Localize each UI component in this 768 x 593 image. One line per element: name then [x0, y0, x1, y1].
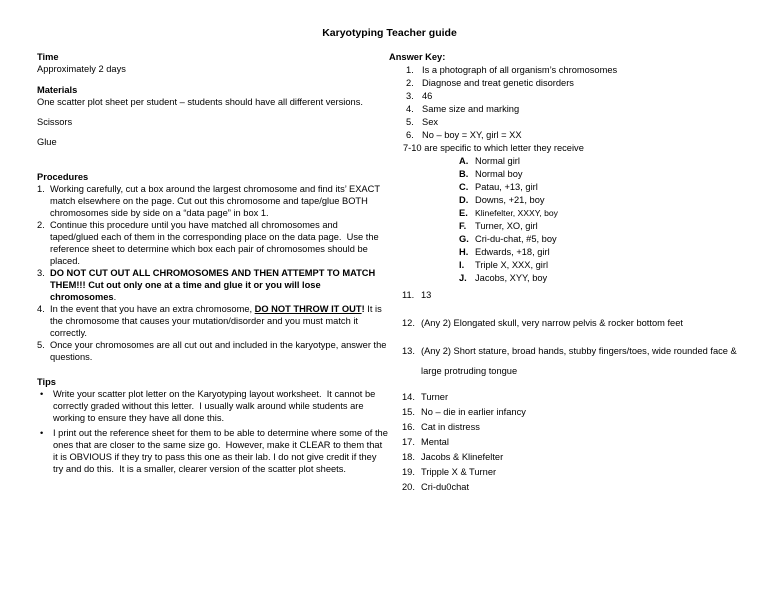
procedure-item-5 [37, 339, 389, 363]
item-letter: I. [459, 260, 465, 270]
item-letter: A. [459, 156, 469, 166]
answer-text: (Any 2) Short stature, broad hands, stubby fingers/toes, wide rounded face & large protruding tongue [421, 346, 740, 376]
procedure-text: Working carefully, cut a box around the largest chromosome and find its’ EXACT match elsewhere on the page. Cut out this chromosome and tape/glue BOTH chromosomes side by side on a “data page” in box 1. [50, 184, 383, 218]
answer-item-20 [402, 481, 742, 494]
item-number: 4. [37, 304, 45, 314]
procedure-item-4 [37, 303, 389, 339]
tip-item-1 [37, 388, 389, 424]
answer-text: 13 [421, 290, 432, 300]
item-number: 2. [37, 220, 45, 230]
procedure-text [50, 303, 389, 339]
materials-section [37, 84, 389, 148]
letter-item-J [459, 272, 742, 285]
procedure-text: Continue this procedure until you have matched all chromosomes and taped/glued each of them in the corresponding place on the data page. Use the reference sheet to determine which box each pair of chromosomes should be placed. [50, 220, 382, 266]
time-text: Approximately 2 days [37, 64, 126, 74]
answer-text: Tripple X & Turner [421, 467, 497, 477]
answer-item-5 [406, 116, 742, 129]
item-number: 2. [406, 78, 414, 88]
answer-text: Cri-du0chat [421, 482, 470, 492]
tips-section [37, 376, 389, 475]
tips-heading: Tips [37, 377, 56, 387]
answer-item-17 [402, 436, 742, 449]
answer-text: Jacobs & Klinefelter [421, 452, 504, 462]
answer-text: Same size and marking [422, 104, 520, 114]
answer-key-list-11-20 [402, 289, 742, 494]
procedure-item-2 [37, 219, 389, 267]
tip-text: I print out the reference sheet for them to be able to determine where some of the ones that are closer to the same size go. However, make it CLEAR to them that it is OBVIOUS if they try to pass this one as their lab. I do not give credit if they try and do this. It is a smaller, clearer version of the scatter plot sheets. [53, 428, 391, 474]
answer-item-4 [406, 103, 742, 116]
answer-text: Is a photograph of all organism’s chromosomes [422, 65, 618, 75]
bullet-icon: • [40, 389, 44, 399]
answer-item-6 [406, 129, 742, 142]
answer-text: Normal girl [475, 156, 520, 166]
item-number: 13. [402, 346, 415, 356]
item-number: 1. [37, 184, 45, 194]
item-number: 16. [402, 422, 415, 432]
answer-text: Sex [422, 117, 439, 127]
answer-text: (Any 2) Elongated skull, very narrow pelvis & rocker bottom feet [421, 318, 683, 328]
answer-item-1 [406, 64, 742, 77]
answer-text: Diagnose and treat genetic disorders [422, 78, 574, 88]
procedure-text-end: It is the chromosome that causes your mutation/disorder and you must match it correctly. [50, 304, 385, 338]
materials-item-2: Scissors [37, 117, 73, 127]
item-number: 18. [402, 452, 415, 462]
answer-key-heading: Answer Key: [389, 52, 446, 62]
answer-item-18 [402, 451, 742, 464]
answer-key-lettered-list [459, 155, 742, 285]
answer-item-2 [406, 77, 742, 90]
procedure-text-end: . [113, 292, 117, 302]
letter-item-B [459, 168, 742, 181]
answer-item-3 [406, 90, 742, 103]
letter-item-G [459, 233, 742, 246]
materials-heading: Materials [37, 85, 78, 95]
item-letter: E. [459, 208, 468, 218]
item-number: 11. [402, 290, 415, 300]
tip-item-2 [37, 427, 389, 475]
item-number: 4. [406, 104, 414, 114]
answer-text: Downs, +21, boy [475, 195, 545, 205]
bullet-icon: • [40, 428, 44, 438]
left-column [37, 51, 389, 475]
letter-item-C [459, 181, 742, 194]
answer-text: Cri-du-chat, #5, boy [475, 234, 557, 244]
procedure-text-emphasis: DO NOT THROW IT OUT [254, 304, 362, 314]
document-title: Karyotyping Teacher guide [322, 27, 457, 39]
letter-item-F [459, 220, 742, 233]
item-letter: D. [459, 195, 469, 205]
item-number: 19. [402, 467, 415, 477]
letter-item-E [459, 207, 742, 220]
answer-text: Turner, XO, girl [475, 221, 538, 231]
answer-text: Jacobs, XYY, boy [475, 273, 548, 283]
procedure-item-1 [37, 183, 389, 219]
answer-key-column [389, 51, 742, 494]
letter-item-D [459, 194, 742, 207]
procedure-text-bold: DO NOT CUT OUT ALL CHROMOSOMES AND THEN ATTEMPT TO MATCH THEM!!! Cut out only one at a time and glue it or you will lose chromosomes [50, 268, 378, 302]
tip-text: Write your scatter plot letter on the Karyotyping layout worksheet. It cannot be correctly graded without this letter. I usually walk around while students are working to ensure they have all done this. [53, 389, 378, 423]
letter-item-A [459, 155, 742, 168]
procedures-section [37, 171, 389, 363]
answer-item-11 [402, 289, 742, 302]
item-number: 17. [402, 437, 415, 447]
item-letter: H. [459, 247, 469, 257]
document-body [37, 51, 742, 494]
procedure-text-start: In the event that you have an extra chromosome, [50, 304, 255, 314]
answer-item-12 [402, 317, 742, 330]
answer-text: Normal boy [475, 169, 523, 179]
item-number: 15. [402, 407, 415, 417]
answer-text: No – die in earlier infancy [421, 407, 526, 417]
item-number: 20. [402, 482, 415, 492]
time-section [37, 51, 389, 75]
item-number: 14. [402, 392, 415, 402]
letter-item-I [459, 259, 742, 272]
answer-text: Edwards, +18, girl [475, 247, 550, 257]
answer-item-13 [402, 341, 742, 381]
procedure-text-exclaim: ! [361, 304, 365, 314]
item-letter: C. [459, 182, 469, 192]
answer-item-15 [402, 406, 742, 419]
item-number: 3. [406, 91, 414, 101]
answer-text: Patau, +13, girl [475, 182, 538, 192]
procedures-heading: Procedures [37, 172, 89, 182]
item-letter: B. [459, 169, 469, 179]
item-number: 3. [37, 268, 45, 278]
item-letter: J. [459, 273, 467, 283]
procedure-text [50, 267, 389, 303]
item-letter: G. [459, 234, 469, 244]
answer-item-19 [402, 466, 742, 479]
item-letter: F. [459, 221, 467, 231]
answer-key-list-1-6 [406, 64, 742, 142]
item-number: 5. [406, 117, 414, 127]
letter-item-H [459, 246, 742, 259]
answer-text: Turner [421, 392, 449, 402]
answer-text: Mental [421, 437, 449, 447]
materials-item-1: One scatter plot sheet per student – students should have all different versions. [37, 97, 363, 107]
answer-text: 46 [422, 91, 433, 101]
answer-text: Triple X, XXX, girl [475, 260, 549, 270]
answer-text: No – boy = XY, girl = XX [422, 130, 522, 140]
answer-note-7-10: 7-10 are specific to which letter they receive [403, 143, 584, 153]
materials-item-3: Glue [37, 137, 57, 147]
answer-item-16 [402, 421, 742, 434]
item-number: 5. [37, 340, 45, 350]
answer-text: Klinefelter, XXXY, boy [475, 208, 558, 218]
procedure-item-3 [37, 267, 389, 303]
time-heading: Time [37, 52, 59, 62]
procedure-text: Once your chromosomes are all cut out and included in the karyotype, answer the questions. [50, 340, 390, 362]
answer-item-14 [402, 391, 742, 404]
answer-text: Cat in distress [421, 422, 480, 432]
item-number: 1. [406, 65, 414, 75]
item-number: 12. [402, 318, 415, 328]
item-number: 6. [406, 130, 414, 140]
